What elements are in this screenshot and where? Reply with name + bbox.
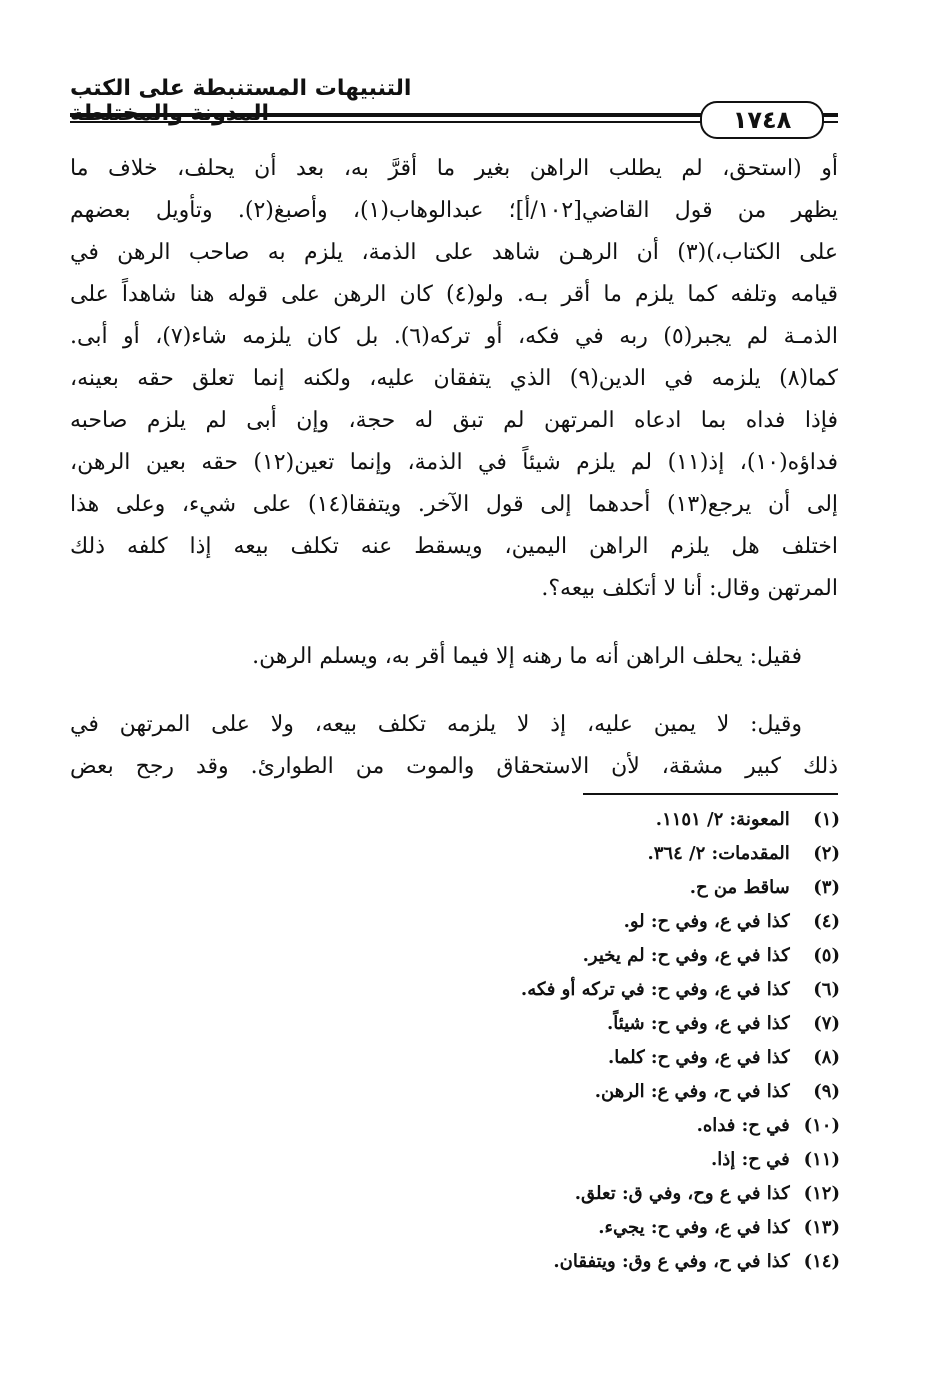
footnote-number: (٣) [813, 877, 840, 898]
footnote-item [300, 1211, 840, 1245]
footnote-number: (١١) [803, 1149, 840, 1170]
text-line: قيامه وتلفه كما يلزم ما أقر بـه. ولو(٤) كان الرهن على قوله هنا شاهداً على [70, 282, 839, 307]
footnote-number: (٦) [813, 979, 840, 1000]
text-line: على الكتاب،)(٣) أن الرهـن شاهد على الذمة، يلزم به صاحب الرهن في [70, 240, 839, 265]
footnote-item [300, 1109, 840, 1143]
running-header-title: التنبيهات المستنبطة على الكتب [70, 76, 412, 101]
footnote-text: في ح: إذا. [711, 1149, 790, 1170]
footnote-item [300, 871, 840, 905]
footnote-text: كذا في ع وح، وفي ق: تعلق. [574, 1183, 790, 1204]
footnote-item [300, 905, 840, 939]
text-line: يظهر من قول القاضي[١٠٢/أ]؛ عبدالوهاب(١)، وأصبغ(٢). وتأويل بعضهم [70, 198, 838, 223]
text-line: اختلف هل يلزم الراهن اليمين، ويسقط عنه تكلف بيعه إذا كلفه ذلك [70, 534, 838, 559]
footnote-number: (٧) [813, 1013, 840, 1034]
paragraph-gap [70, 610, 838, 636]
footnote-text: المقدمات: ٢/ ٣٦٤. [647, 843, 790, 864]
footnote-text: المعونة: ٢/ ١١٥١. [655, 809, 790, 830]
footnote-number: (٢) [813, 843, 840, 864]
footnote-number: (١٤) [803, 1251, 840, 1272]
footnote-number: (١٠) [803, 1115, 840, 1136]
footnote-number: (٩) [813, 1081, 840, 1102]
footnote-text: كذا في ع، وفي ح: لم يخير. [582, 945, 790, 966]
footnote-item [300, 973, 840, 1007]
text-line: فإذا فداه بما ادعاه المرتهن لم تبق له حجة، وإن أبى لم يلزم صاحبه [70, 408, 838, 433]
text-line: المرتهن وقال: أنا لا أتكلف بيعه؟. [541, 576, 838, 601]
footnote-item [300, 939, 840, 973]
footnote-item [300, 1177, 840, 1211]
footnote-text: كذا في ع، وفي ح: لو. [623, 911, 790, 932]
footnote-text: كذا في ح، وفي ع وق: ويتفقان. [553, 1251, 790, 1272]
paragraph-line: وقيل: لا يمين عليه، إذ لا يلزمه تكلف بيعه، ولا على المرتهن في [70, 712, 802, 737]
paragraph-line: فقيل: يحلف الراهن أنه ما رهنه إلا فيما أقر به، ويسلم الرهن. [252, 644, 802, 669]
text-line: فداؤه(١٠)، إذ(١١) لم يلزم شيئاً في الذمة، وإنما تعين(١٢) حقه بعين الرهن، [70, 450, 838, 475]
footnote-text: كذا في ع، وفي ح: في تركه أو فكه. [520, 979, 790, 1000]
footnote-number: (٤) [813, 911, 840, 932]
footnote-text: ساقط من ح. [689, 877, 790, 898]
footnote-number: (١٣) [803, 1217, 840, 1238]
footnote-text: كذا في ح، وفي ع: الرهن. [594, 1081, 790, 1102]
main-text [70, 148, 838, 788]
text-line: كما(٨) يلزمه في الدين(٩) الذي يتفقان عليه، ولكنه إنما تعلق حقه بعينه، [70, 366, 838, 391]
footnote-number: (٥) [813, 945, 840, 966]
footnote-separator [583, 793, 838, 795]
footnote-item [300, 1245, 840, 1279]
footnote-number: (١) [813, 809, 840, 830]
footnote-text: في ح: فداه. [696, 1115, 790, 1136]
footnote-item [300, 837, 840, 871]
page-number: ١٧٤٨ [732, 106, 792, 134]
footnote-text: كذا في ع، وفي ح: كلما. [607, 1047, 790, 1068]
footnote-number: (٨) [813, 1047, 840, 1068]
text-line: إلى أن يرجع(١٣) أحدهما إلى قول الآخر. ويتفقا(١٤) على شيء، وعلى هذا [70, 492, 839, 517]
text-line: أو (استحق، لم يطلب الراهن بغير ما أقرَّ به، بعد أن يحلف، خلاف ما [70, 156, 838, 181]
footnote-number: (١٢) [803, 1183, 840, 1204]
footnote-item [300, 803, 840, 837]
footnote-text: كذا في ع، وفي ح: يجيء. [598, 1217, 790, 1238]
paragraph-gap [70, 678, 838, 704]
footnote-item [300, 1041, 840, 1075]
text-line: الذمـة لم يجبر(٥) ربه في فكه، أو تركه(٦). بل كان يلزمه شاء(٧)، أو أبى. [70, 324, 838, 349]
footnote-item [300, 1075, 840, 1109]
footnote-item [300, 1143, 840, 1177]
page-number-badge [700, 101, 824, 139]
paragraph-line: ذلك كبير مشقة، لأن الاستحقاق والموت من الطوارئ. وقد رجح بعض [70, 754, 839, 779]
footnotes [300, 803, 840, 1279]
footnote-text: كذا في ع، وفي ح: شيئاً. [606, 1013, 790, 1034]
footnote-item [300, 1007, 840, 1041]
